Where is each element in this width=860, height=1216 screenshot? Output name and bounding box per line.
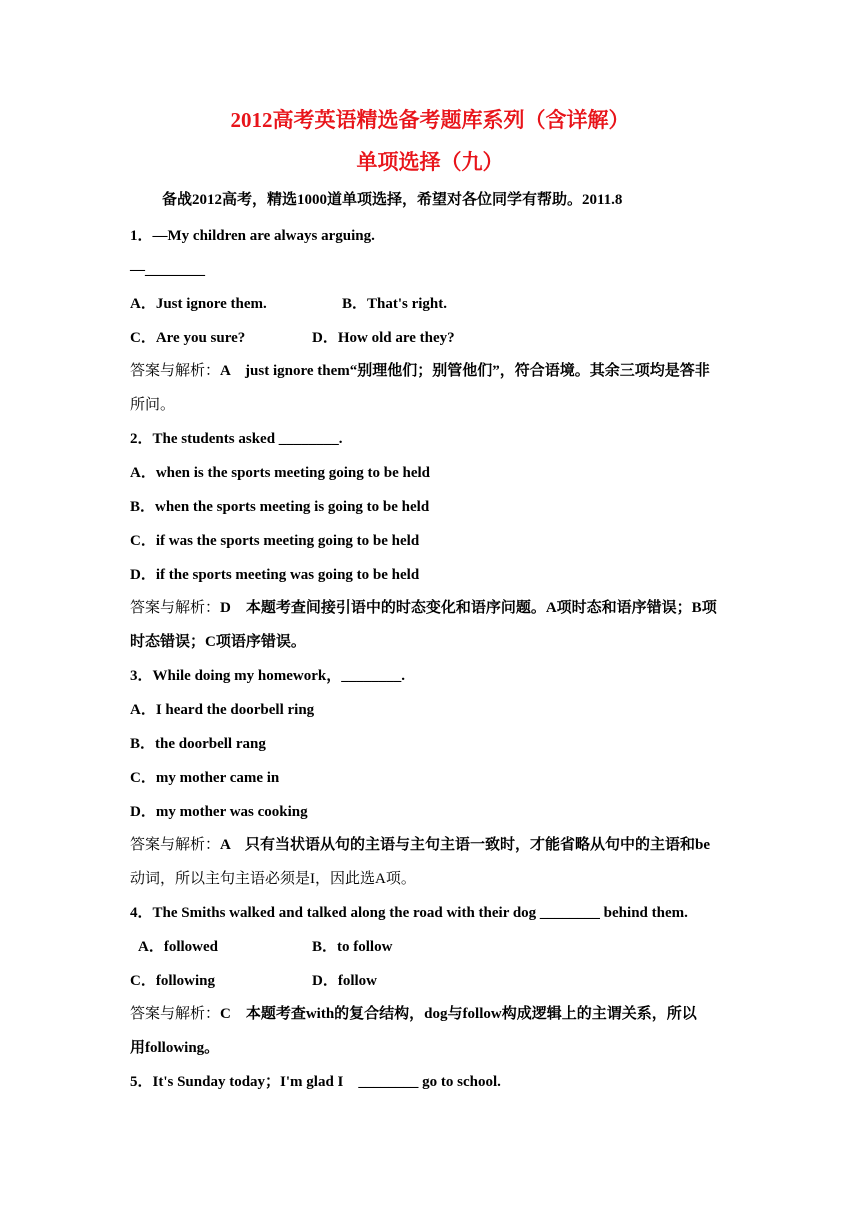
q3-stem: 3．While doing my homework，________. bbox=[130, 668, 406, 684]
q1-answer-label: 答案与解析： bbox=[130, 363, 221, 379]
q4-option-a: A．followed bbox=[138, 939, 218, 955]
q4-answer-text: C 本题考查with的复合结构，dog与follow构成逻辑上的主谓关系，所以 bbox=[220, 1006, 697, 1022]
q2-option-c: C．if was the sports meeting going to be held bbox=[130, 533, 420, 549]
q4-answer-label: 答案与解析： bbox=[130, 1006, 221, 1022]
q1-option-b: B．That's right. bbox=[342, 296, 448, 312]
q4-option-c: C．following bbox=[130, 973, 216, 989]
q3-answer-label: 答案与解析： bbox=[130, 837, 221, 853]
q1-stem: 1．—My children are always arguing. bbox=[130, 228, 375, 244]
q2-answer-text: D 本题考查间接引语中的时态变化和语序问题。A项时态和语序错误；B项 bbox=[220, 600, 717, 616]
q3-answer-line1 bbox=[130, 835, 710, 855]
q1-answer-line2: 所问。 bbox=[130, 397, 176, 413]
q3-option-d: D．my mother was cooking bbox=[130, 804, 308, 820]
document-title: 2012高考英语精选备考题库系列（含详解） bbox=[230, 108, 630, 132]
intro-text: 备战2012高考，精选1000道单项选择，希望对各位同学有帮助。2011.8 bbox=[162, 192, 623, 208]
q1-answer-line1 bbox=[130, 361, 710, 381]
q3-answer-text: A 只有当状语从句的主语与主句主语一致时，才能省略从句中的主语和be bbox=[220, 837, 711, 853]
q2-option-b: B．when the sports meeting is going to be held bbox=[130, 499, 430, 515]
q2-option-a: A．when is the sports meeting going to be held bbox=[130, 465, 431, 481]
q2-answer-line1 bbox=[130, 598, 717, 618]
document-subtitle: 单项选择（九） bbox=[356, 150, 504, 174]
q4-option-b: B．to follow bbox=[312, 939, 393, 955]
q1-blank: —________ bbox=[130, 262, 205, 278]
q4-option-d: D．follow bbox=[312, 973, 377, 989]
q3-option-a: A．I heard the doorbell ring bbox=[130, 702, 315, 718]
q1-option-a: A．Just ignore them. bbox=[130, 296, 267, 312]
q3-option-b: B．the doorbell rang bbox=[130, 736, 266, 752]
q4-answer-line2: 用following。 bbox=[130, 1040, 220, 1056]
q2-option-d: D．if the sports meeting was going to be held bbox=[130, 567, 420, 583]
q2-answer-label: 答案与解析： bbox=[130, 600, 221, 616]
q4-answer-line1 bbox=[130, 1004, 697, 1024]
q5-stem: 5．It's Sunday today；I'm glad I ________ go to school. bbox=[130, 1074, 501, 1090]
q1-option-d: D．How old are they? bbox=[312, 330, 455, 346]
q1-option-c: C．Are you sure? bbox=[130, 330, 246, 346]
q2-stem: 2．The students asked ________. bbox=[130, 431, 343, 447]
q1-answer-text: A just ignore them“别理他们；别管他们”，符合语境。其余三项均是答非 bbox=[220, 363, 710, 379]
q4-stem: 4．The Smiths walked and talked along the road with their dog ________ behind them. bbox=[130, 905, 688, 921]
q3-option-c: C．my mother came in bbox=[130, 770, 280, 786]
q2-answer-line2: 时态错误；C项语序错误。 bbox=[130, 634, 306, 650]
q3-answer-line2: 动词，所以主句主语必须是I，因此选A项。 bbox=[130, 871, 416, 887]
